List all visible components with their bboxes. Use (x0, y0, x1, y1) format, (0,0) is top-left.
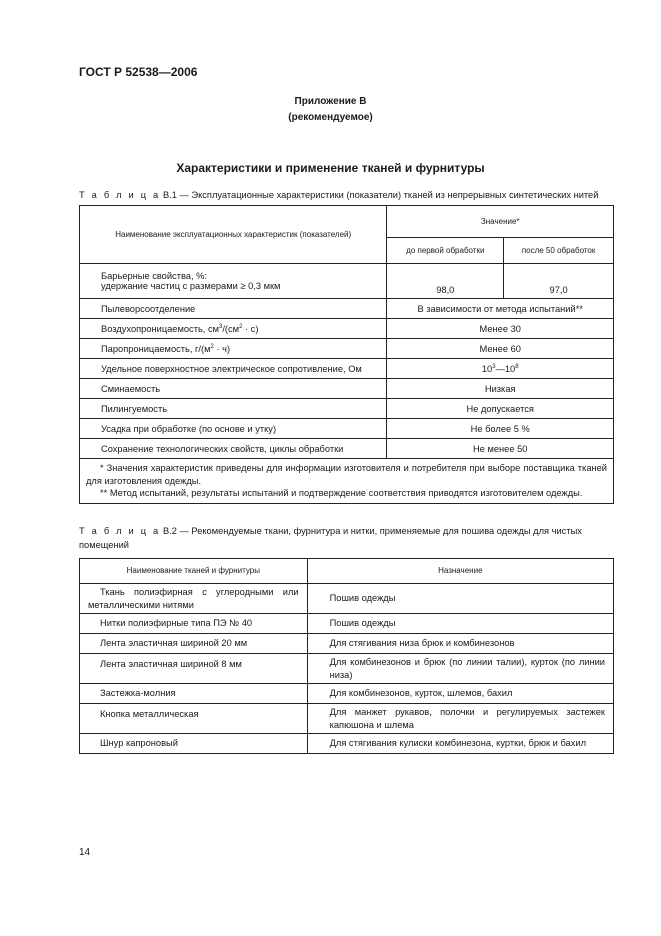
table-header-row (80, 206, 614, 238)
row-name (80, 339, 387, 359)
row-name: Удельное поверхностное электрическое сопротивление, Ом (80, 359, 387, 379)
row-name-sup: 2 (239, 323, 243, 330)
page-number: 14 (79, 847, 91, 858)
table-header-row (80, 559, 614, 584)
row-name-text: Ткань полиэфирная с углеродными или металлическими нитями (88, 587, 299, 610)
row-name-part: · с) (242, 323, 259, 334)
row-value: Низкая (387, 379, 614, 399)
row-purpose: Для комбинезонов, курток, шлемов, бахил (307, 684, 613, 704)
row-name-part: /(см (222, 323, 240, 334)
row-purpose: Для манжет рукавов, полочки и регулируемых застежек капюшона и шлема (307, 704, 613, 734)
table1-caption-label: Т а б л и ц а (79, 190, 161, 200)
row-name-part: · ч) (213, 343, 231, 354)
table-row (80, 379, 614, 399)
table-row (80, 634, 614, 654)
row-purpose: Пошив одежды (307, 584, 613, 614)
section-title: Характеристики и применение тканей и фурнитуры (176, 161, 485, 175)
table-row (80, 439, 614, 459)
table1-caption (79, 188, 613, 202)
row-value-first: 98,0 (387, 264, 504, 299)
row-value: Менее 30 (387, 319, 614, 339)
table2-caption-label: Т а б л и ц а (79, 526, 161, 536)
row-purpose: Для стягивания кулиски комбинезона, куртки, брюк и бахил (307, 734, 613, 754)
row-value-part: 10 (481, 363, 493, 374)
row-purpose: Для стягивания низа брюк и комбинезонов (307, 634, 613, 654)
row-name-sup: 2 (210, 343, 214, 350)
table-row (80, 704, 614, 734)
row-name: Сминаемость (80, 379, 387, 399)
header-first: до первой обработки (387, 238, 504, 264)
row-name-part: Паропроницаемость, г/(м (101, 343, 211, 354)
row-value: Менее 60 (387, 339, 614, 359)
header-after: после 50 обработок (504, 238, 614, 264)
table-row (80, 319, 614, 339)
header-name: Наименование тканей и фурнитуры (80, 559, 308, 584)
row-name (80, 634, 308, 654)
row-name-text: Застежка-молния (100, 688, 176, 699)
table-row (80, 734, 614, 754)
note-2: ** Метод испытаний, результаты испытаний и подтверждение соответствия приводятся изготовителем одежды. (100, 488, 583, 498)
row-value: Не более 5 % (387, 419, 614, 439)
row-name-part: Воздухопроницаемость, см (101, 323, 219, 334)
row-value: Не допускается (387, 399, 614, 419)
row-purpose: Пошив одежды (307, 614, 613, 634)
row-value: В зависимости от метода испытаний** (387, 299, 614, 319)
standard-header: ГОСТ Р 52538—2006 (79, 65, 198, 79)
row-name (80, 614, 308, 634)
row-value-sup: 8 (515, 363, 519, 370)
table-row (80, 264, 614, 299)
header-value: Значение* (387, 206, 614, 238)
header-purpose: Назначение (307, 559, 613, 584)
appendix-title: Приложение В (294, 96, 367, 107)
row-value: Не менее 50 (387, 439, 614, 459)
row-name (80, 319, 387, 339)
header-name: Наименование эксплуатационных характеристик (показателей) (80, 206, 387, 264)
table-row (80, 419, 614, 439)
row-name-text: Кнопка металлическая (100, 709, 199, 719)
table-row (80, 299, 614, 319)
row-value-part: —10 (495, 363, 516, 374)
row-value-sup: 3 (492, 363, 496, 370)
row-name-sup: 3 (219, 323, 223, 330)
row-name-text: Лента эластичная шириной 20 мм (100, 638, 248, 649)
row-name: Усадка при обработке (по основе и утку) (80, 419, 387, 439)
table-notes (80, 459, 614, 504)
row-name-text: Лента эластичная шириной 8 мм (100, 659, 242, 669)
row-name: Пылеворсоотделение (80, 299, 387, 319)
row-name-text: Нитки полиэфирные типа ПЭ № 40 (100, 618, 253, 629)
table-row (80, 654, 614, 684)
table-b1 (79, 205, 614, 504)
row-name: Пилингуемость (80, 399, 387, 419)
row-purpose: Для комбинезонов и брюк (по линии талии), курток (по линии низа) (307, 654, 613, 684)
table-row (80, 399, 614, 419)
table-row (80, 584, 614, 614)
table2-caption-text: В.2 — Рекомендуемые ткани, фурнитура и нитки, применяемые для пошива одежды для чистых помещений (79, 526, 582, 550)
row-name (80, 684, 308, 704)
row-name: Сохранение технологических свойств, циклы обработки (80, 439, 387, 459)
note-1: * Значения характеристик приведены для информации изготовителя и потребителя при выборе поставщика тканей для изготовления одежды. (86, 463, 607, 486)
table-row (80, 614, 614, 634)
row-name (80, 264, 387, 299)
row-value (387, 359, 614, 379)
table-row (80, 684, 614, 704)
row-name (80, 584, 308, 614)
table-b2 (79, 558, 614, 754)
appendix-heading (0, 94, 661, 126)
row-name (80, 734, 308, 754)
row-value-after: 97,0 (504, 264, 614, 299)
row-name-line: удержание частиц с размерами ≥ 0,3 мкм (101, 281, 281, 291)
row-name (80, 704, 308, 734)
table-notes-row (80, 459, 614, 504)
row-name-line: Барьерные свойства, %: (101, 271, 207, 281)
appendix-subtitle: (рекомендуемое) (288, 112, 373, 123)
table1-caption-text: В.1 — Эксплуатационные характеристики (показатели) тканей из непрерывных синтетических нитей (162, 190, 599, 200)
table-row (80, 359, 614, 379)
row-name-text: Шнур капроновый (100, 738, 178, 749)
table-row (80, 339, 614, 359)
row-name (80, 654, 308, 684)
table2-caption (79, 524, 613, 552)
